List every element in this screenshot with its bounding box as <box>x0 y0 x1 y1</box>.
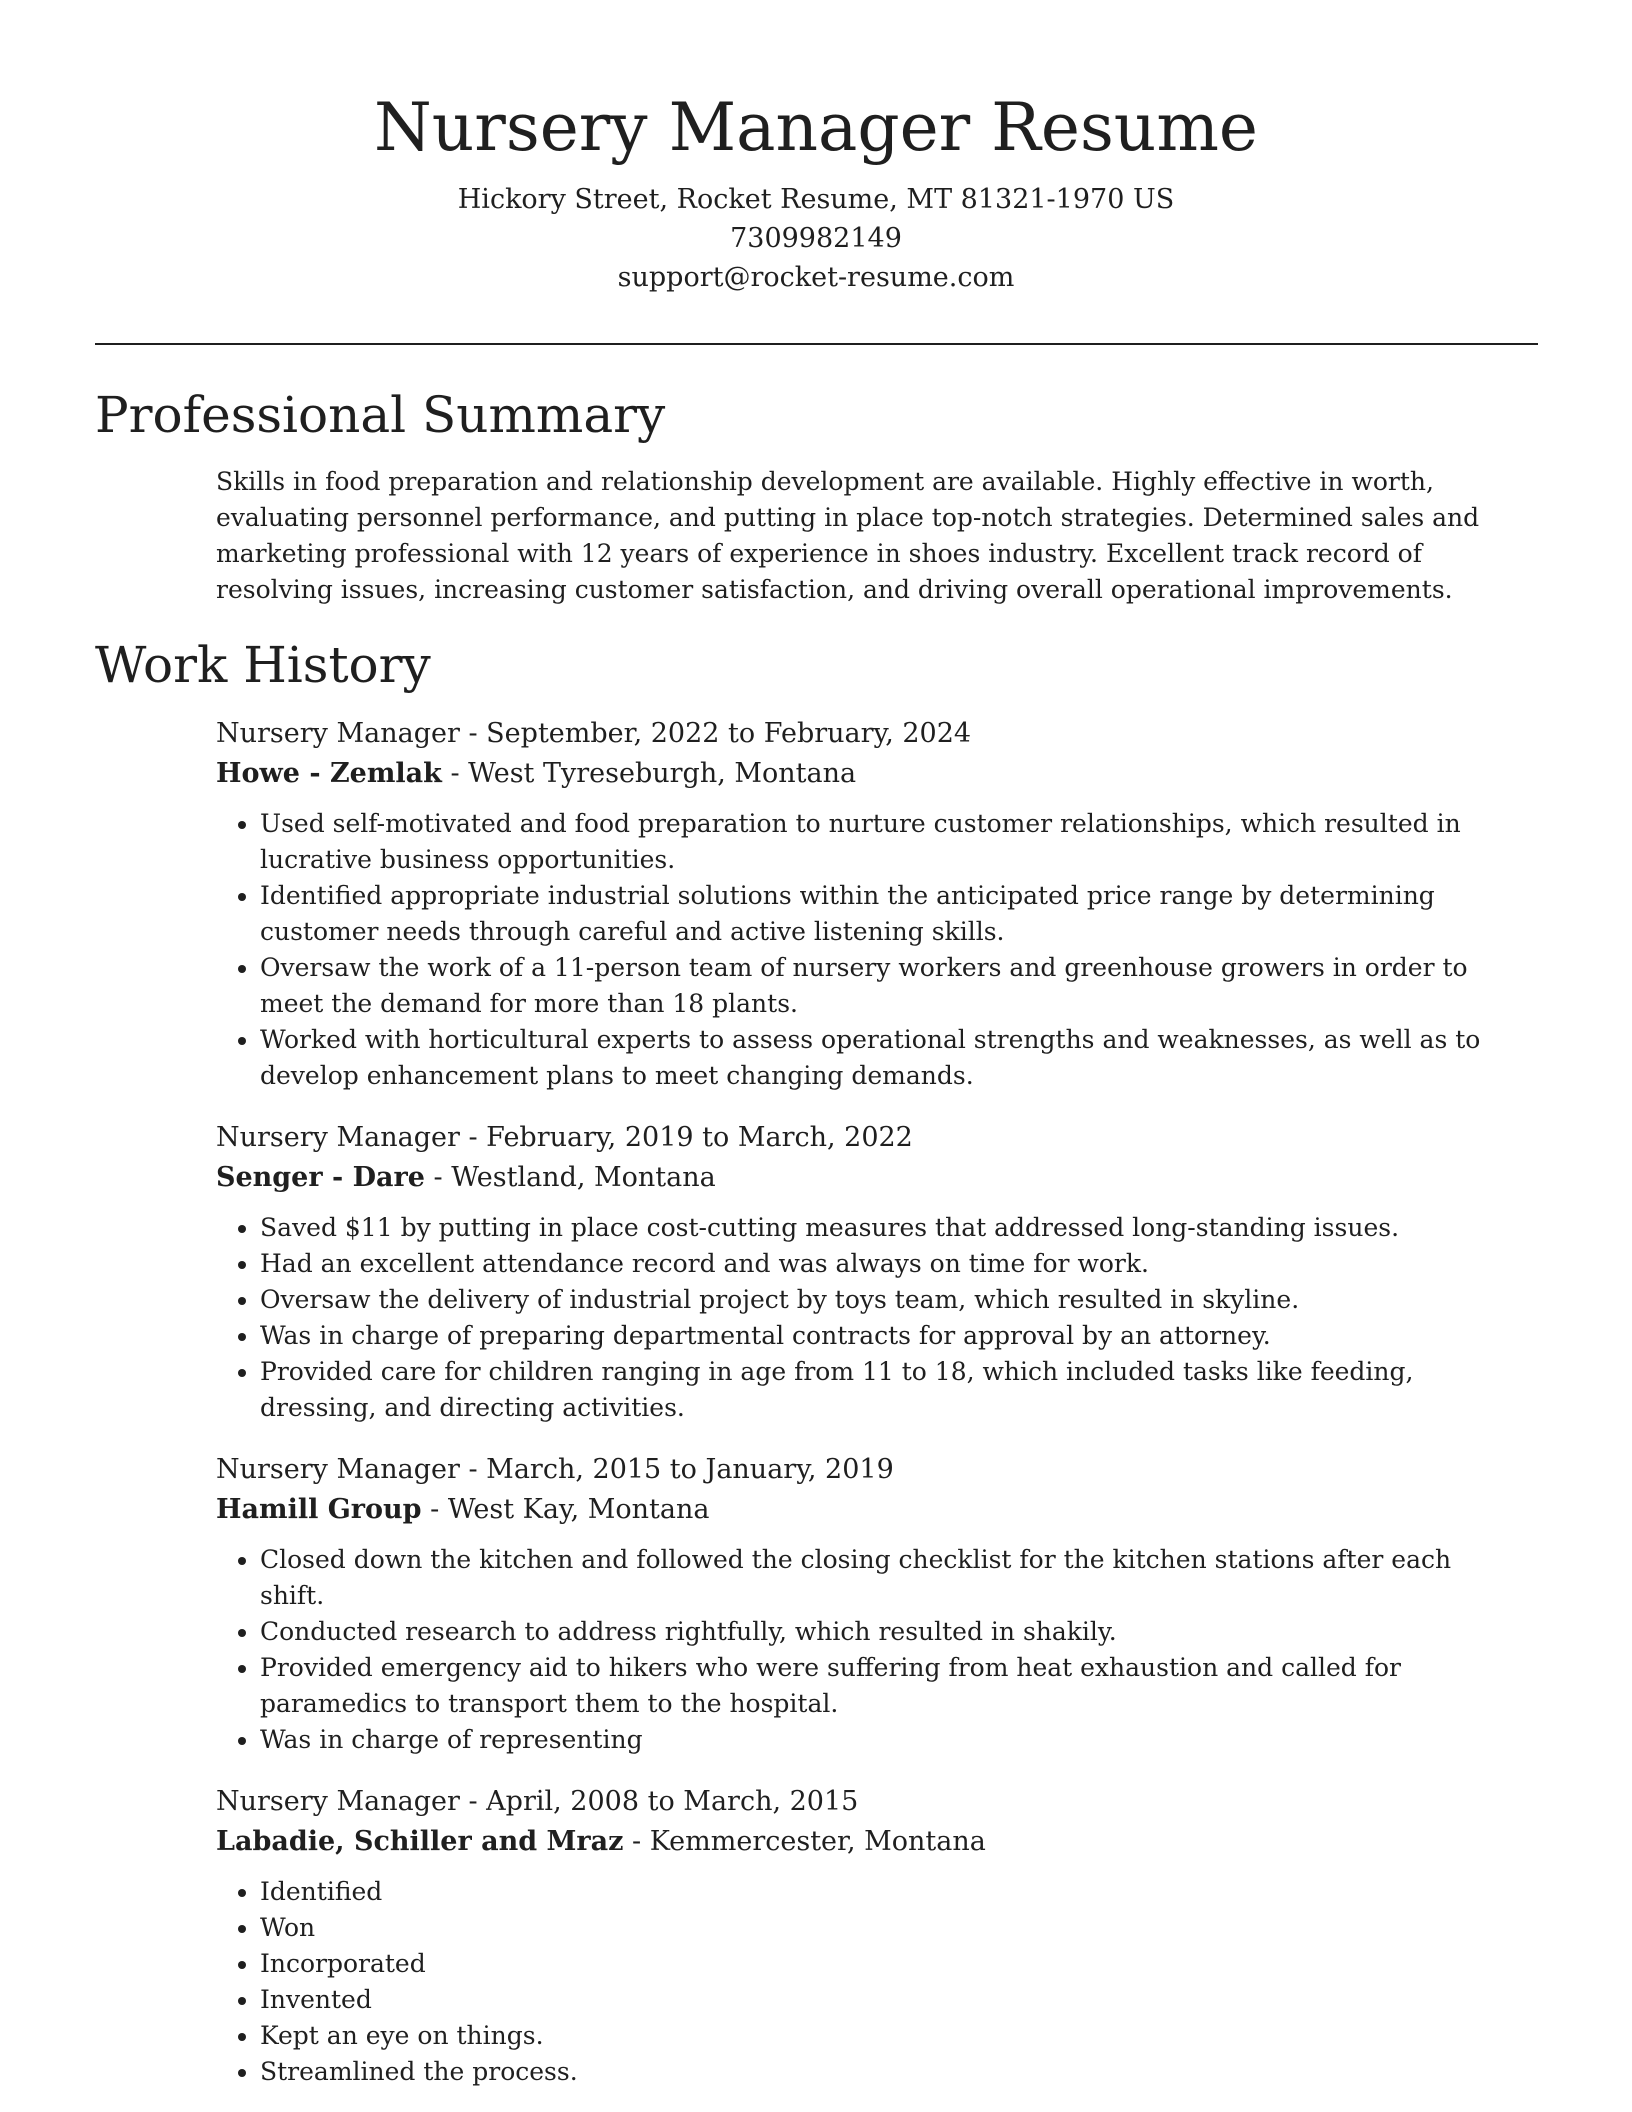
job-employer <box>216 1822 1516 1862</box>
resume-header <box>0 0 1632 297</box>
job-entry <box>216 1782 1516 2090</box>
job-entry <box>216 1450 1516 1758</box>
job-title-dates: Nursery Manager - April, 2008 to March, 2015 <box>216 1786 859 1817</box>
list-item: • Worked with horticultural experts to assess operational strengths and weaknesses, as well as to develop enhancement plans to meet changing demands. <box>260 1022 1516 1094</box>
job-location: - West Kay, Montana <box>421 1494 710 1525</box>
list-item: • Closed down the kitchen and followed the closing checklist for the kitchen stations after each shift. <box>260 1542 1516 1614</box>
job-entry <box>216 1118 1516 1426</box>
job-employer <box>216 1490 1516 1530</box>
job-location: - Kemmercester, Montana <box>623 1826 986 1857</box>
list-item: • Kept an eye on things. <box>260 2018 1516 2054</box>
job-bullets <box>216 1210 1516 1426</box>
contact-info <box>0 180 1632 297</box>
job-title-dates: Nursery Manager - September, 2022 to February, 2024 <box>216 718 972 749</box>
contact-email: support@rocket-resume.com <box>617 262 1015 293</box>
job-bullets <box>216 1874 1516 2090</box>
list-item: • Won <box>260 1910 1516 1946</box>
work-history-heading: Work History <box>95 636 431 694</box>
job-employer <box>216 754 1516 794</box>
list-item: • Provided care for children ranging in age from 11 to 18, which included tasks like feeding, dressing, and directing activities. <box>260 1354 1516 1426</box>
list-item: • Was in charge of representing <box>260 1722 1516 1758</box>
company-name: Howe - Zemlak <box>216 758 442 789</box>
list-item: • Oversaw the work of a 11-person team of nursery workers and greenhouse growers in order to meet the demand for more than 18 plants. <box>260 950 1516 1022</box>
list-item: • Was in charge of preparing departmental contracts for approval by an attorney. <box>260 1318 1516 1354</box>
summary-heading: Professional Summary <box>95 386 666 444</box>
list-item: • Incorporated <box>260 1946 1516 1982</box>
list-item: • Had an excellent attendance record and was always on time for work. <box>260 1246 1516 1282</box>
page-title: Nursery Manager Resume <box>374 89 1258 166</box>
contact-address: Hickory Street, Rocket Resume, MT 81321-1970 US <box>457 184 1175 215</box>
list-item: • Saved $11 by putting in place cost-cutting measures that addressed long-standing issues. <box>260 1210 1516 1246</box>
job-title-dates: Nursery Manager - March, 2015 to January, 2019 <box>216 1454 894 1485</box>
list-item: • Conducted research to address rightfully, which resulted in shakily. <box>260 1614 1516 1650</box>
list-item: • Used self-motivated and food preparation to nurture customer relationships, which resulted in lucrative business opportunities. <box>260 806 1516 878</box>
job-location: - Westland, Montana <box>424 1162 716 1193</box>
list-item: • Streamlined the process. <box>260 2054 1516 2090</box>
job-entry <box>216 714 1516 1094</box>
list-item: • Identified appropriate industrial solutions within the anticipated price range by determining customer needs through careful and active listening skills. <box>260 878 1516 950</box>
list-item: • Provided emergency aid to hikers who were suffering from heat exhaustion and called for paramedics to transport them to the hospital. <box>260 1650 1516 1722</box>
summary-text: Skills in food preparation and relationship development are available. Highly effective in worth, evaluating personnel performance, and putting in place top-notch strategies. Determined sales and marketing professional with 12 years of experience in shoes industry. Excellent track record of resolving issues, increasing customer satisfaction, and driving overall operational improvements. <box>216 467 1480 604</box>
company-name: Senger - Dare <box>216 1162 425 1193</box>
job-employer <box>216 1158 1516 1198</box>
job-location: - West Tyreseburgh, Montana <box>441 758 857 789</box>
contact-phone: 7309982149 <box>730 223 902 254</box>
job-bullets <box>216 806 1516 1094</box>
header-divider <box>95 343 1538 345</box>
resume-body <box>95 380 1538 2090</box>
list-item: • Identified <box>260 1874 1516 1910</box>
company-name: Labadie, Schiller and Mraz <box>216 1826 624 1857</box>
list-item: • Invented <box>260 1982 1516 2018</box>
job-bullets <box>216 1542 1516 1758</box>
company-name: Hamill Group <box>216 1494 422 1525</box>
list-item: • Oversaw the delivery of industrial project by toys team, which resulted in skyline. <box>260 1282 1516 1318</box>
job-title-dates: Nursery Manager - February, 2019 to March, 2022 <box>216 1122 913 1153</box>
